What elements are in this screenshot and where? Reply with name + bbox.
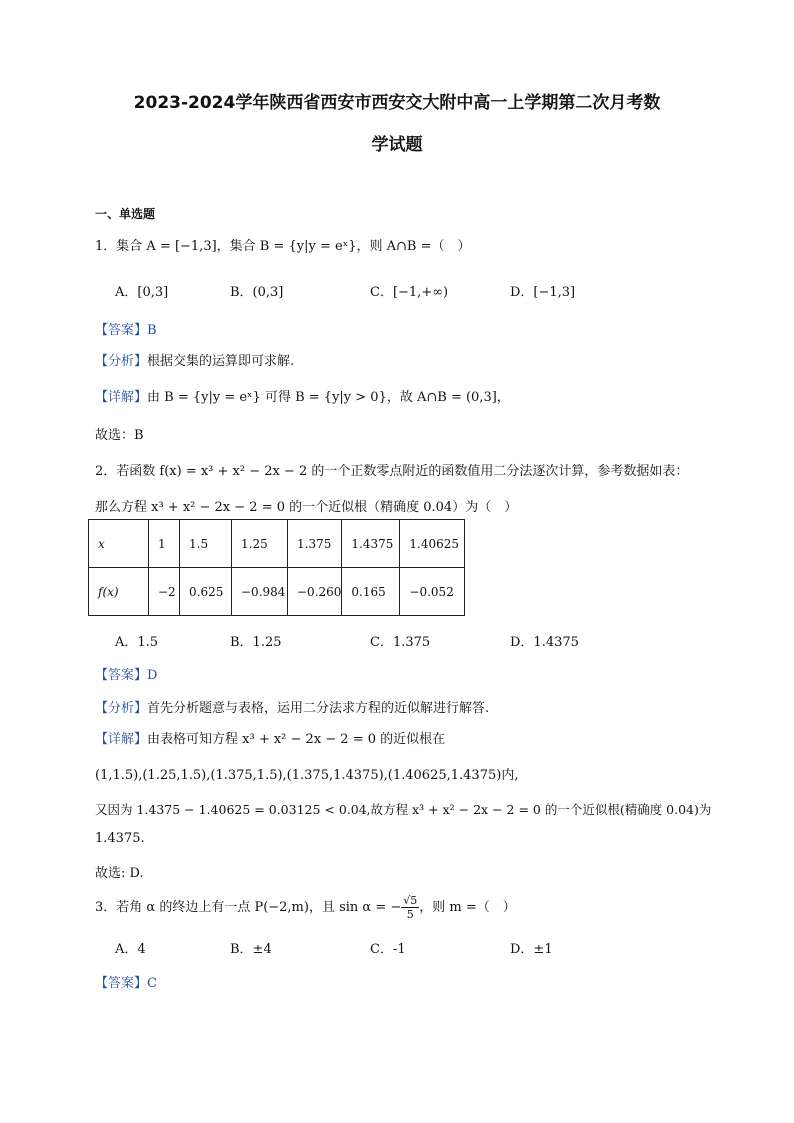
q1-detail — [95, 386, 510, 405]
q2-root: 1.4375. — [95, 831, 145, 846]
q1-analysis-tag: 【分析】 — [95, 354, 148, 369]
table-cell: 0.165 — [342, 568, 400, 616]
q2-option-a: A．1.5 — [115, 635, 159, 650]
q3-stem-end: ，则 m =（ ） — [419, 900, 516, 915]
q2-option-d: D．1.4375 — [510, 635, 579, 650]
q2-analysis-text: 首先分析题意与表格，运用二分法求方程的近似解进行解答. — [147, 701, 490, 716]
table-row — [89, 568, 465, 616]
q2-analysis — [95, 697, 489, 716]
table-cell: 1.40625 — [400, 520, 465, 568]
q1-option-d: D．[−1,3] — [510, 285, 576, 300]
q1-stem: 1．集合 A = [−1,3]，集合 B = {y|y = eˣ}，则 A∩B =（ ） — [95, 239, 471, 254]
sqrt5-over-5-fraction — [401, 894, 419, 921]
q3-option-d: D．±1 — [510, 942, 553, 957]
q2-option-b: B．1.25 — [230, 635, 282, 650]
q1-option-a: A．[0,3] — [115, 285, 169, 300]
table-cell: x — [89, 520, 149, 568]
q2-detail-tag: 【详解】 — [95, 732, 148, 747]
q2-analysis-tag: 【分析】 — [95, 701, 148, 716]
q2-option-c: C．1.375 — [370, 635, 431, 650]
q1-analysis — [95, 350, 294, 369]
table-cell: 0.625 — [180, 568, 232, 616]
fraction-numerator: √5 — [403, 894, 418, 907]
section-heading: 一、单选题 — [95, 207, 156, 221]
q3-stem — [95, 894, 516, 921]
table-cell: −2 — [149, 568, 180, 616]
q1-option-b: B．(0,3] — [230, 285, 284, 300]
q2-because: 又因为 1.4375 − 1.40625 = 0.03125 < 0.04,故方程 x³ + x² − 2x − 2 = 0 的一个近似根(精确度 0.04)为 — [95, 802, 712, 817]
table-cell: 1.25 — [232, 520, 288, 568]
table-cell: 1.4375 — [342, 520, 400, 568]
q2-stem-2: 那么方程 x³ + x² − 2x − 2 = 0 的一个近似根（精确度 0.04）为（ ） — [95, 500, 518, 515]
q2-intervals: (1,1.5),(1.25,1.5),(1.375,1.5),(1.375,1.4375),(1.40625,1.4375)内, — [95, 768, 519, 783]
table-cell: 1.375 — [288, 520, 342, 568]
exam-title-line1: 2023-2024学年陕西省西安市西安交大附中高一上学期第二次月考数 — [133, 93, 661, 113]
table-cell: 1.5 — [180, 520, 232, 568]
table-cell: −0.984 — [232, 568, 288, 616]
q2-conclusion: 故选: D. — [95, 866, 144, 881]
q3-option-c: C．-1 — [370, 942, 406, 957]
fraction-denominator: 5 — [406, 908, 414, 921]
table-row — [89, 520, 465, 568]
q1-answer: 【答案】B — [95, 323, 157, 338]
table-cell: −0.052 — [400, 568, 465, 616]
q3-answer: 【答案】C — [95, 976, 157, 991]
table-cell: −0.260 — [288, 568, 342, 616]
q2-detail — [95, 728, 445, 747]
q2-stem: 2．若函数 f(x) = x³ + x² − 2x − 2 的一个正数零点附近的函数值用二分法逐次计算，参考数据如表： — [95, 464, 689, 479]
table-cell: f(x) — [89, 568, 149, 616]
exam-title-line2: 学试题 — [371, 135, 423, 155]
q1-option-c: C．[−1,+∞) — [370, 285, 449, 300]
q3-option-b: B．±4 — [230, 942, 272, 957]
q2-detail-text: 由表格可知方程 x³ + x² − 2x − 2 = 0 的近似根在 — [147, 732, 446, 747]
table-cell: 1 — [149, 520, 180, 568]
q1-detail-text: 由 B = {y|y = eˣ} 可得 B = {y|y > 0}，故 A∩B = (0,3]， — [147, 390, 510, 405]
q1-detail-tag: 【详解】 — [95, 390, 148, 405]
q3-option-a: A．4 — [115, 942, 146, 957]
q3-stem-start: 3．若角 α 的终边上有一点 P(−2,m)，且 sin α = − — [95, 900, 402, 915]
bisection-table — [88, 519, 465, 616]
q2-answer: 【答案】D — [95, 668, 158, 683]
q1-conclusion: 故选：B — [95, 428, 144, 443]
q1-analysis-text: 根据交集的运算即可求解. — [147, 354, 295, 369]
